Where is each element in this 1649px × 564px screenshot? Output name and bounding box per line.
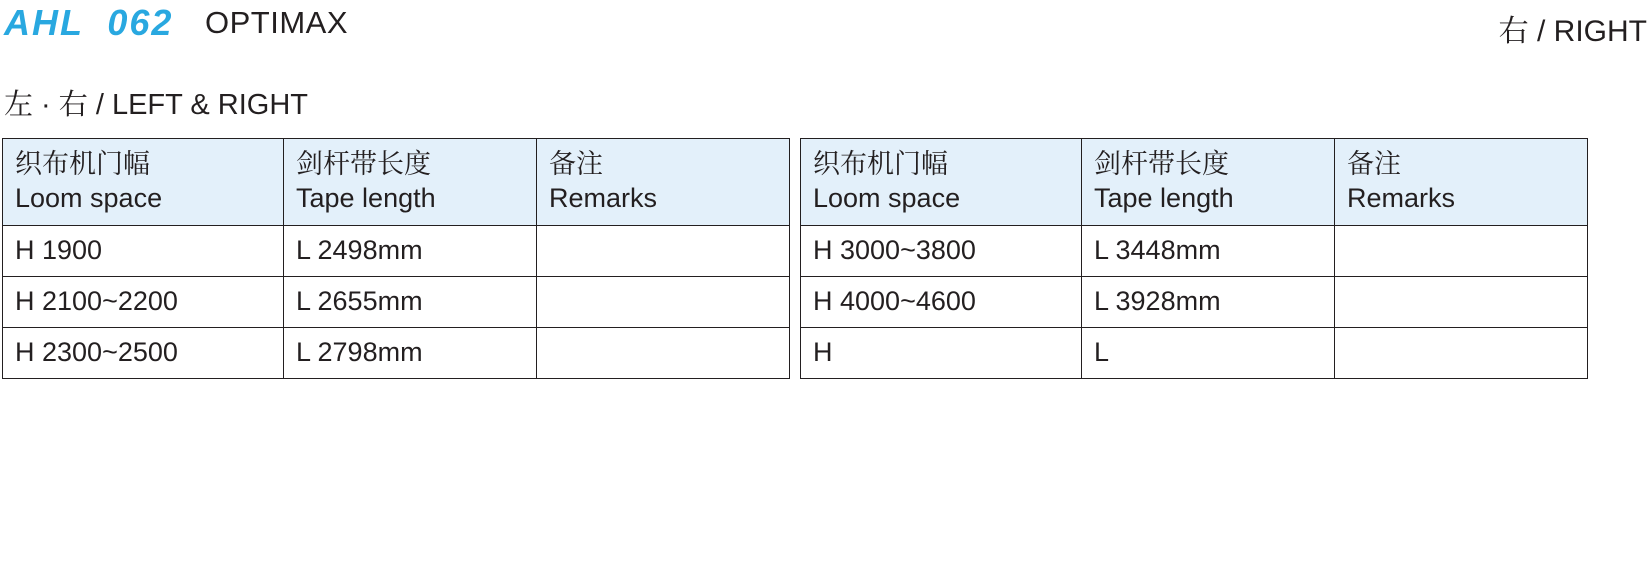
cell-loom-space: H 2100~2200 [3,277,284,328]
column-header-loom-space-en: Loom space [813,183,961,213]
product-code: AHL 062 [4,2,174,43]
table-header-row [3,139,790,226]
cell-loom-space: H 1900 [3,226,284,277]
cell-tape-length: L 2498mm [284,226,537,277]
table-row [801,277,1588,328]
column-header-tape-length [284,139,537,226]
column-header-loom-space [3,139,284,226]
column-header-remarks [1335,139,1588,226]
cell-loom-space: H 2300~2500 [3,328,284,379]
cell-remarks [1335,328,1588,379]
side-label-right: 右 / RIGHT [1498,15,1647,48]
column-header-remarks [537,139,790,226]
column-header-remarks-en: Remarks [1347,183,1456,213]
table-row [3,277,790,328]
column-header-tape-length-cn: 剑杆带长度 [296,149,431,180]
column-header-tape-length-cn: 剑杆带长度 [1094,149,1229,180]
cell-remarks [537,226,790,277]
product-model: OPTIMAX [205,5,349,40]
section-caption: 左 · 右 / LEFT & RIGHT [4,89,308,121]
cell-tape-length: L 3448mm [1082,226,1335,277]
cell-loom-space: H 3000~3800 [801,226,1082,277]
column-header-loom-space-en: Loom space [15,183,163,213]
table-row [3,328,790,379]
column-header-loom-space-cn: 织布机门幅 [15,149,150,180]
column-header-tape-length-en: Tape length [296,183,436,213]
spec-table-right [800,138,1588,379]
column-header-loom-space-cn: 织布机门幅 [813,149,948,180]
cell-remarks [537,277,790,328]
cell-loom-space: H [801,328,1082,379]
spec-table-left [2,138,790,379]
cell-tape-length: L 2655mm [284,277,537,328]
cell-remarks [537,328,790,379]
table-row [801,226,1588,277]
column-header-remarks-cn: 备注 [1347,149,1401,180]
column-header-tape-length [1082,139,1335,226]
column-header-remarks-cn: 备注 [549,149,603,180]
cell-tape-length: L 2798mm [284,328,537,379]
cell-tape-length: L 3928mm [1082,277,1335,328]
cell-remarks [1335,277,1588,328]
column-header-remarks-en: Remarks [549,183,658,213]
column-header-loom-space [801,139,1082,226]
page-header [0,0,1649,56]
table-row [3,226,790,277]
column-header-tape-length-en: Tape length [1094,183,1234,213]
table-row [801,328,1588,379]
cell-tape-length: L [1082,328,1335,379]
cell-loom-space: H 4000~4600 [801,277,1082,328]
cell-remarks [1335,226,1588,277]
table-header-row [801,139,1588,226]
